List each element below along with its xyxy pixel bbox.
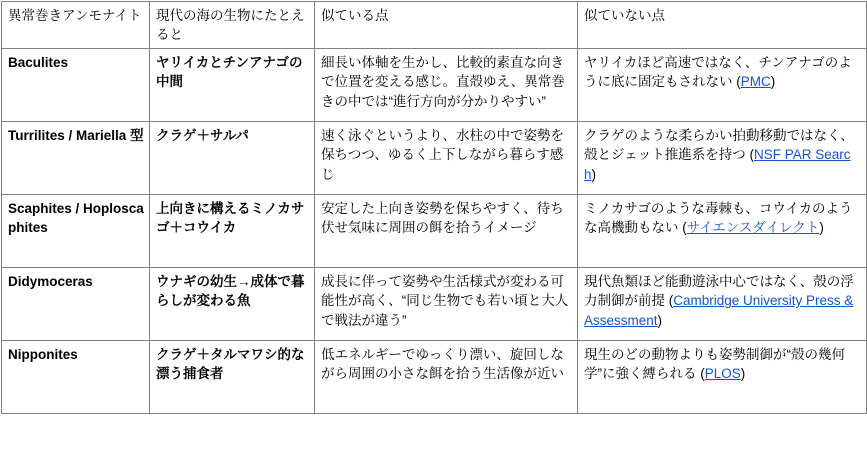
column-header-differences: 似ていない点 [578, 2, 867, 49]
table-header [2, 2, 867, 49]
cell-similarities: 成長に伴って姿勢や生活様式が変わる可能性が高く、“同じ生物でも若い頃と大人で戦法が違う” [315, 268, 578, 341]
cell-differences [578, 122, 867, 195]
difference-text-tail: ) [657, 312, 663, 328]
cell-differences-text [584, 53, 861, 91]
difference-text-lead: 現代魚類ほど能動遊泳中心ではなく、殻の浮力制御が前提 ( [584, 274, 854, 309]
reference-link[interactable]: PMC [740, 74, 771, 90]
table-row [2, 341, 867, 414]
cell-differences [578, 195, 867, 268]
cell-similarities: 安定した上向き姿勢を保ちやすく、待ち伏せ気味に周囲の餌を拾うイメージ [315, 195, 578, 268]
cell-differences-text [584, 126, 861, 183]
difference-text-tail: ) [740, 366, 746, 382]
cell-analogue: クラゲ＋タルマワシ的な漂う捕食者 [150, 341, 315, 414]
difference-text-lead: クラゲのような柔らかい拍動移動ではなく、殻とジェット推進系を持つ ( [584, 128, 854, 163]
column-header-similarities: 似ている点 [315, 2, 578, 49]
cell-taxon: Nipponites [2, 341, 150, 414]
difference-text-tail: ) [819, 220, 824, 236]
cell-differences [578, 341, 867, 414]
table-row [2, 122, 867, 195]
table-row [2, 195, 867, 268]
difference-text-lead: ミノカサゴのような毒棘も、コウイカのような高機動もない ( [584, 201, 853, 236]
difference-text-tail: ) [770, 74, 776, 90]
cell-similarities: 低エネルギーでゆっくり漂い、旋回しながら周囲の小さな餌を拾う生活像が近い [315, 341, 578, 414]
cell-analogue: ウナギの幼生→成体で暮らしが変わる魚 [150, 268, 315, 341]
cell-differences [578, 49, 867, 122]
reference-link[interactable]: Cambridge University Press & Assessment [584, 293, 854, 328]
column-header-analogue: 現代の海の生物にたとえると [150, 2, 315, 49]
cell-taxon: Scaphites / Hoploscaphites [2, 195, 150, 268]
cell-differences-text [584, 199, 861, 237]
cell-similarities: 細長い体軸を生かし、比較的素直な向きで位置を変える感じ。直殻ゆえ、異常巻きの中では“進行方向が分かりやすい” [315, 49, 578, 122]
reference-link[interactable]: NSF PAR Search [584, 147, 851, 182]
cell-taxon: Baculites [2, 49, 150, 122]
difference-text-tail: ) [591, 166, 597, 182]
cell-differences-text [584, 345, 861, 383]
reference-link[interactable]: サイエンスダイレクト [686, 220, 820, 236]
cell-differences [578, 268, 867, 341]
cell-similarities: 速く泳ぐというより、水柱の中で姿勢を保ちつつ、ゆるく上下しながら暮らす感じ [315, 122, 578, 195]
difference-text-lead: ヤリイカほど高速ではなく、チンアナゴのように底に固定もされない ( [584, 55, 852, 90]
table-row [2, 49, 867, 122]
table-body [2, 49, 867, 414]
comparison-table [1, 1, 867, 414]
table-header-row [2, 2, 867, 49]
difference-text-lead: 現生のどの動物よりも姿勢制御が“殻の幾何学”に強く縛られる ( [584, 347, 845, 382]
cell-taxon: Didymoceras [2, 268, 150, 341]
table-row [2, 268, 867, 341]
cell-analogue: 上向きに構えるミノカサゴ＋コウイカ [150, 195, 315, 268]
reference-link[interactable]: PLOS [704, 366, 741, 382]
cell-analogue: ヤリイカとチンアナゴの中間 [150, 49, 315, 122]
column-header-taxon: 異常巻きアンモナイト [2, 2, 150, 49]
cell-analogue: クラゲ＋サルパ [150, 122, 315, 195]
cell-differences-text [584, 272, 861, 329]
cell-taxon: Turrilites / Mariella 型 [2, 122, 150, 195]
